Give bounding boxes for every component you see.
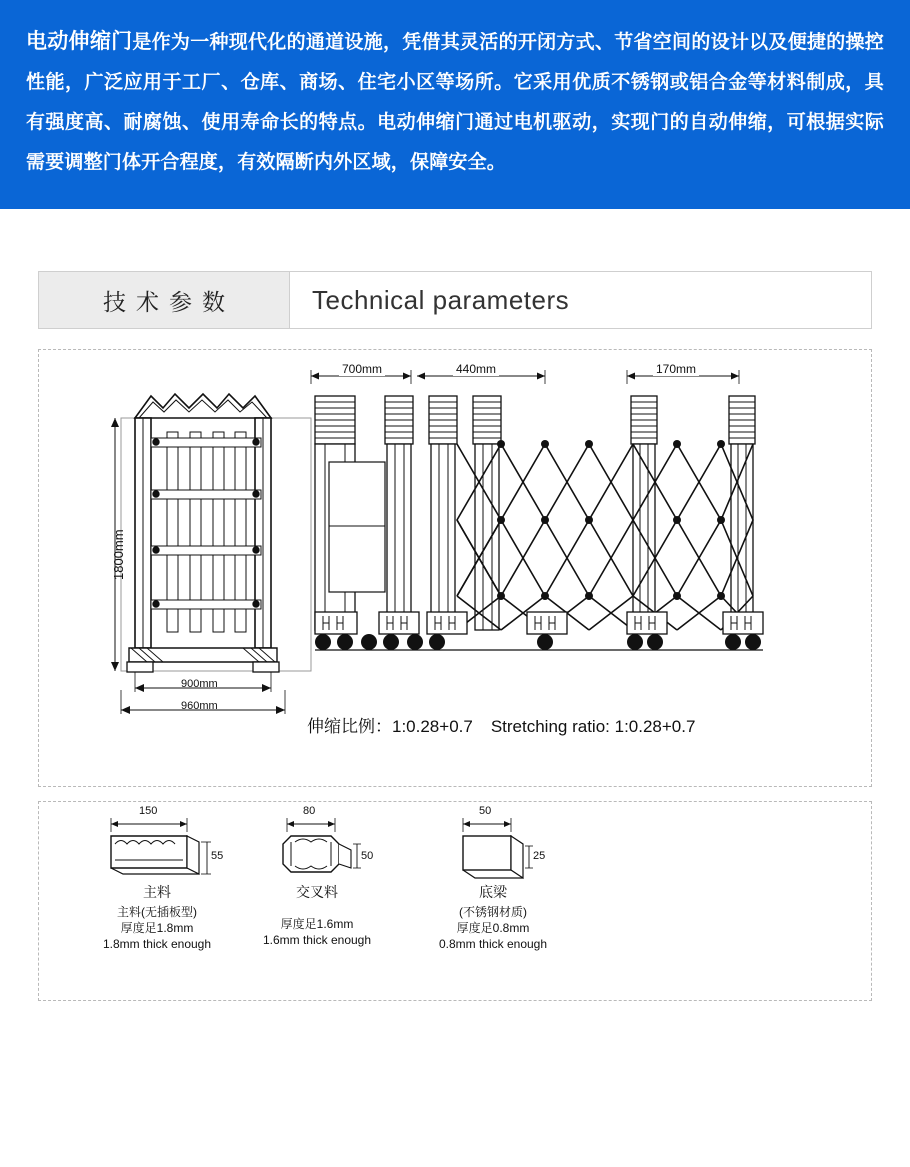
part-caption-main-material [87, 884, 227, 952]
base-width-outer-label: 960mm [181, 700, 218, 712]
part-caption-bottom-beam [423, 884, 563, 952]
part3-sub: (不锈钢材质) [459, 905, 527, 919]
banner-spacer [0, 209, 910, 271]
base-width-inner-label: 900mm [181, 678, 218, 690]
technical-parameters-section [0, 271, 910, 1001]
main-drawing-panel [38, 349, 872, 787]
part3-height-dim: 25 [533, 850, 546, 862]
section-title-cn: 技术参数 [39, 272, 290, 328]
part1-name: 主料 [143, 884, 171, 900]
intro-banner [0, 0, 910, 209]
part2-name: 交叉料 [296, 884, 338, 900]
parts-panel [38, 801, 872, 1001]
part3-name: 底梁 [479, 884, 507, 900]
part-caption-cross-material [247, 884, 387, 948]
part3-width-dim: 50 [479, 805, 492, 817]
part2-thickness-en: 1.6mm thick enough [262, 933, 372, 947]
part2-width-dim: 80 [303, 805, 316, 817]
part1-thickness-cn: 厚度足1.8mm [120, 921, 194, 935]
section-title-en: Technical parameters [312, 284, 570, 315]
ratio-cn: 伸缩比例：1:0.28+0.7 [307, 717, 473, 736]
top-dim-440: 440mm [453, 362, 499, 376]
intro-lead: 电动伸缩门 [26, 30, 133, 53]
part1-thickness-en: 1.8mm thick enough [102, 937, 212, 951]
section-title-bar [38, 271, 872, 329]
gate-height-label: 1800mm [111, 529, 126, 580]
part3-thickness-cn: 厚度足0.8mm [456, 921, 530, 935]
stretching-ratio-line [307, 712, 695, 737]
top-dim-700: 700mm [339, 362, 385, 376]
part3-thickness-en: 0.8mm thick enough [438, 937, 548, 951]
part1-height-dim: 55 [211, 850, 224, 862]
ratio-en: Stretching ratio: 1:0.28+0.7 [490, 717, 696, 736]
part2-thickness-cn: 厚度足1.6mm [280, 917, 354, 931]
part1-width-dim: 150 [139, 805, 158, 817]
intro-paragraph [26, 22, 884, 183]
intro-body: 是作为一种现代化的通道设施，凭借其灵活的开闭方式、节省空间的设计以及便捷的操控性能，广泛应用于工厂、仓库、商场、住宅小区等场所。它采用优质不锈钢或铝合金等材料制成，具有强度高、耐腐蚀、使用寿命长的特点。电动伸缩门通过电机驱动，实现门的自动伸缩，可根据实际需要调整门体开合程度，有效隔断内外区域，保障安全。 [26, 32, 884, 173]
part2-height-dim: 50 [361, 850, 374, 862]
part1-sub: 主料(无插板型) [117, 905, 197, 919]
top-dim-170: 170mm [653, 362, 699, 376]
